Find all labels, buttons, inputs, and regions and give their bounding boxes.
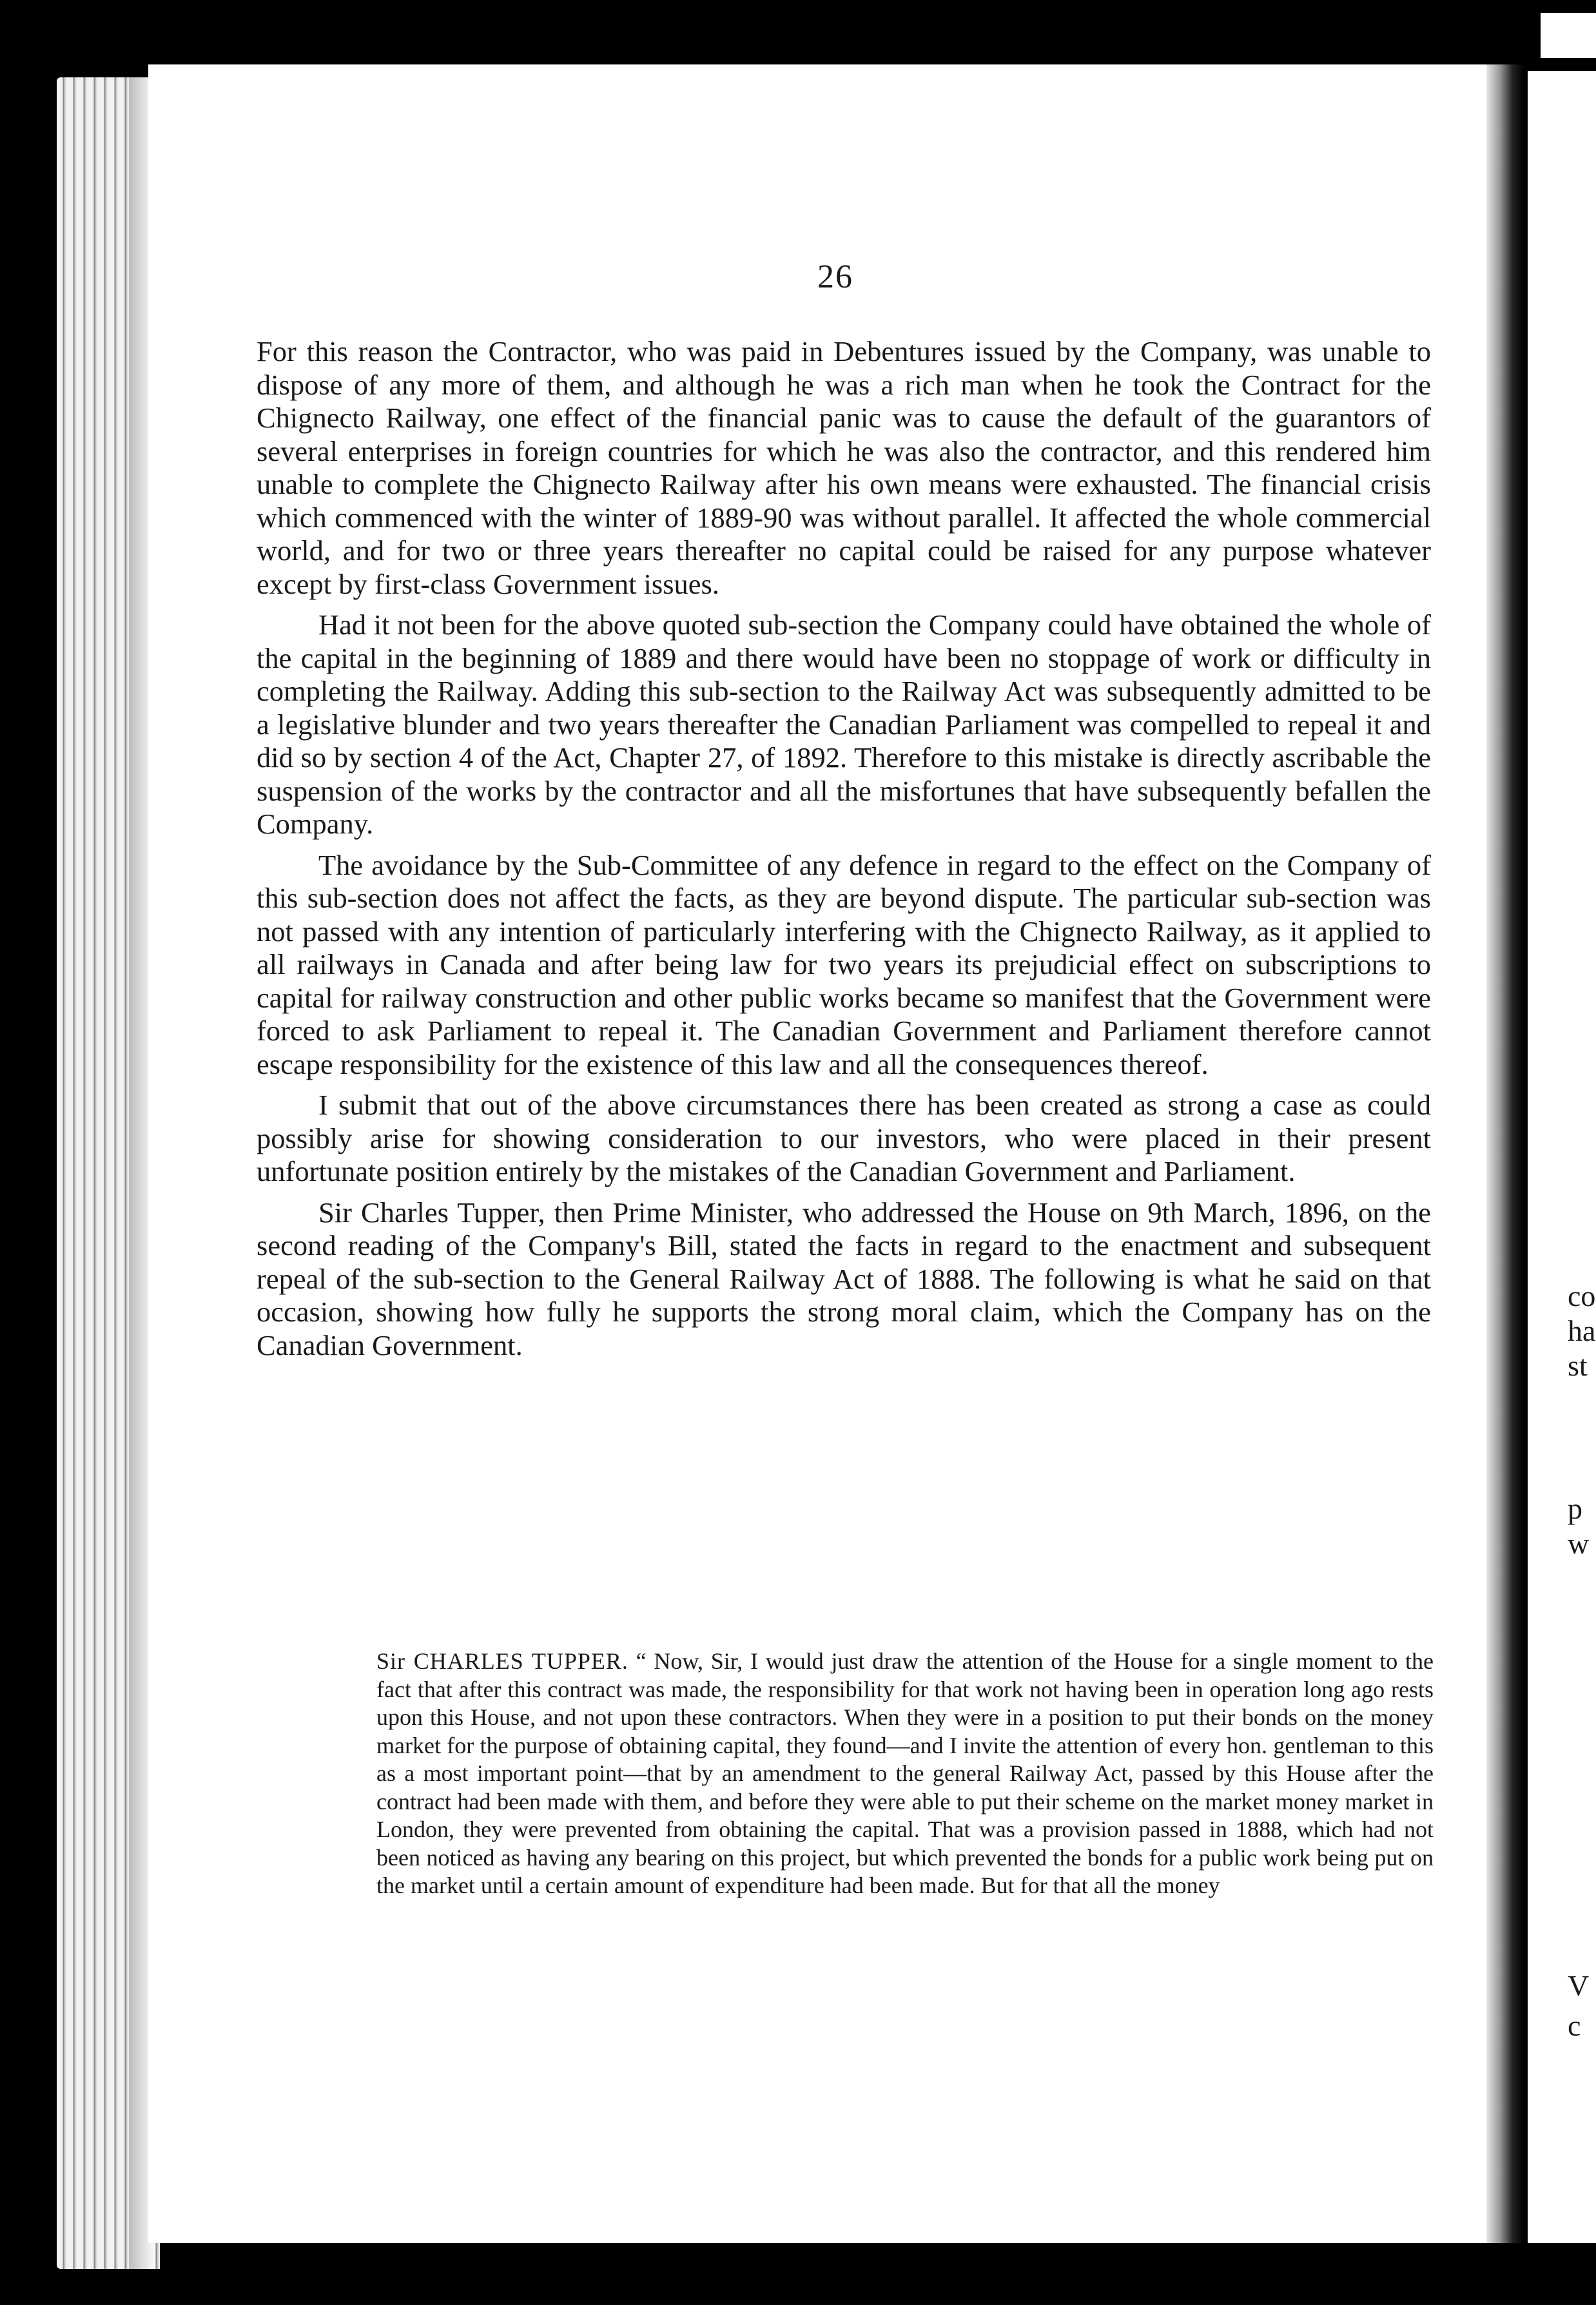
paragraph: For this reason the Contractor, who was paid in Debentures issued by the Company, was unable to dispose of any more of them, and although he was a rich man when he took the Contract for the Chignecto Railway, one effect of the financial panic was to cause the default of the guarantors of several enterprises in foreign countries for which he was also the contractor, and this rendered him unable to complete the Chignecto Railway after his own means were exhausted. The financial crisis which commenced with the winter of 1889-90 was without parallel. It affected the whole commercial world, and for two or three years thereafter no capital could be raised for any purpose whatever except by first-class Government issues. (257, 335, 1431, 600)
paragraph: The avoidance by the Sub-Committee of any defence in regard to the effect on the Company of this sub-section does not affect the facts, as they are beyond dispute. The particular sub-section was not passed with any intention of particularly interfering with the Chignecto Railway, as it applied to all railways in Canada and after being law for two years its prejudicial effect on subscriptions to capital for railway construction and other public works became so manifest that the Government were forced to ask Parliament to repeal it. The Canadian Government and Parliament therefore cannot escape responsibility for the existence of this law and all the consequences thereof. (257, 848, 1431, 1080)
body-text (257, 335, 1431, 1370)
paragraph: Had it not been for the above quoted sub-section the Company could have obtained the whole of the capital in the beginning of 1889 and there would have been no stoppage of work or difficulty in completing the Railway. Adding this sub-section to the Railway Act was subsequently admitted to be a legislative blunder and two years thereafter the Canadian Parliament was compelled to repeal it and did so by section 4 of the Act, Chapter 27, of 1892. Therefore to this mistake is directly ascribable the suspension of the works by the contractor and all the misfortunes that have subsequently befallen the Company. (257, 608, 1431, 840)
quote-text: “ Now, Sir, I would just draw the attention of the House for a single moment to the fact that after this contract was made, the responsibility for that work not having been in operation long ago rests upon this House, and not upon these contractors. When they were in a position to put their bonds on the money market for the purpose of obtaining capital, they found—and I invite the attention of every hon. gentleman to this as a most important point—that by an amendment to the general Railway Act, passed by this House after the contract had been made with them, and before they were able to put their scheme on the market money market in London, they were prevented from obtaining the capital. That was a provision passed in 1888, which had not been noticed as having any bearing on this project, but which prevented the bonds for a public work being put on the market until a certain amount of expenditure had been made. But for that all the money (376, 1648, 1434, 1898)
page-number: 26 (817, 258, 853, 295)
next-page-fragment: st (1568, 1349, 1588, 1382)
book-gutter (1486, 64, 1524, 2243)
paragraph: I submit that out of the above circumstances there has been created as strong a case as could possibly arise for showing consideration to our investors, who were placed in their present unfortunate position entirely by the mistakes of the Canadian Government and Parliament. (257, 1089, 1431, 1187)
next-page-fragment: p (1568, 1492, 1582, 1525)
next-page-fragment: w (1568, 1527, 1590, 1560)
next-page-edge (1528, 71, 1596, 2243)
next-page-top-edge (1541, 13, 1596, 58)
next-page-fragment: V (1568, 1969, 1590, 2002)
next-page-fragment: co (1568, 1279, 1596, 1312)
next-page-fragment: c (1568, 2009, 1581, 2042)
block-quote (376, 1648, 1434, 1900)
next-page-fragment: ha (1568, 1314, 1596, 1347)
quote-speaker: Sir CHARLES TUPPER. (376, 1648, 628, 1674)
paragraph: Sir Charles Tupper, then Prime Minister, who addressed the House on 9th March, 1896, on the second reading of the Company's Bill, stated the facts in regard to the enactment and subsequent repeal of the sub-section to the General Railway Act of 1888. The following is what he said on that occasion, showing how fully he supports the strong moral claim, which the Company has on the Canadian Government. (257, 1196, 1431, 1361)
